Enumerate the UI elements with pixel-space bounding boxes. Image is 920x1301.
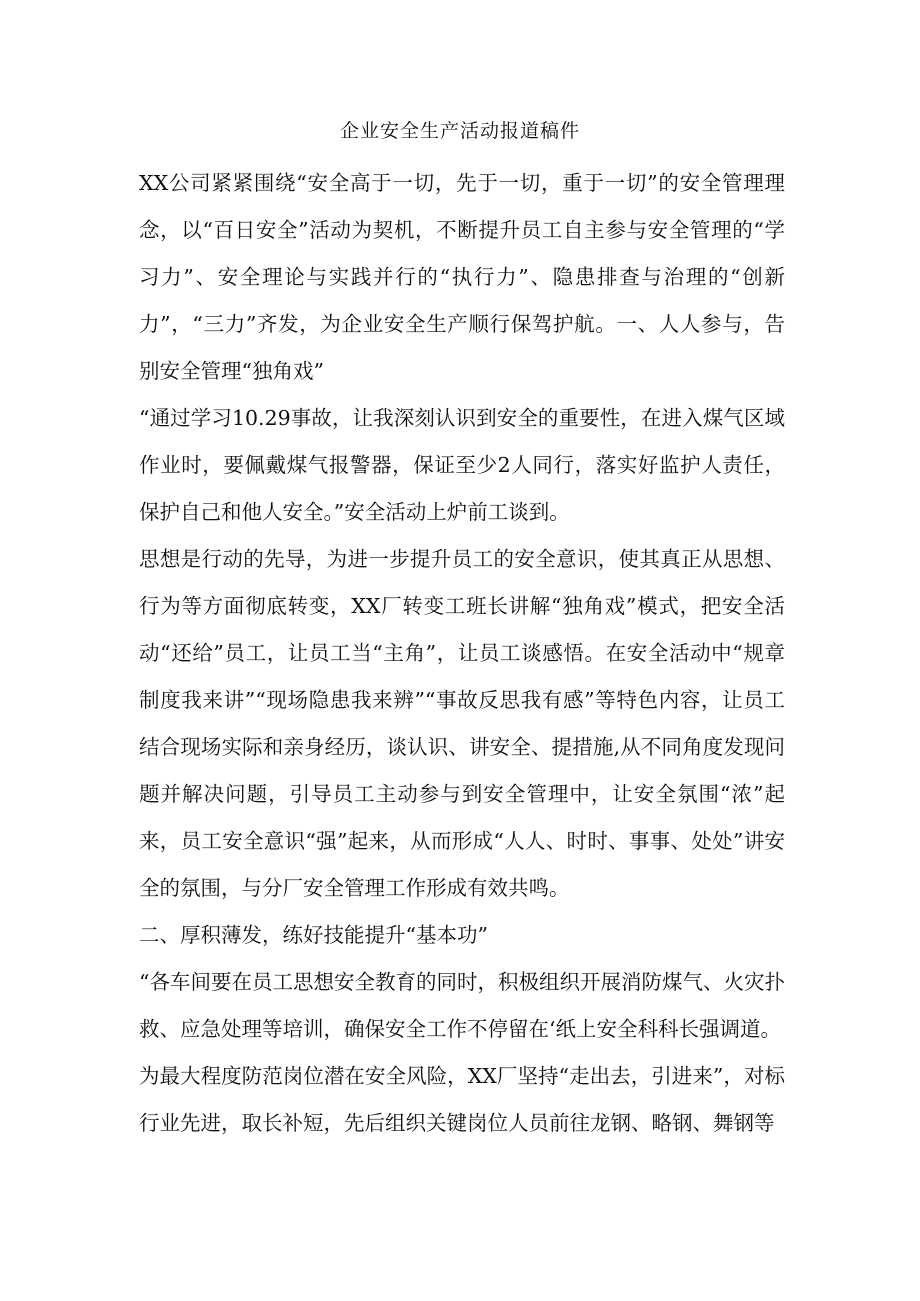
paragraph-mindset: 思想是行动的先导，为进一步提升员工的安全意识，使其真正从思想、行为等方面彻底转变，XX厂转变工班长讲解“独角戏”模式，把安全活动“还给”员工，让员工当“主角”，让员工谈感悟。在安全活动中“规章制度我来讲”“现场隐患我来辨”“事故反思我有感”等特色内容，让员工结合现场实际和亲身经历，谈认识、讲安全、提措施,从不同角度发现问题并解决问题，引导员工主动参与到安全管理中，让安全氛围“浓”起来，员工安全意识“强”起来，从而形成“人人、时时、事事、处处”讲安全的氛围，与分厂安全管理工作形成有效共鸣。 <box>139 547 785 900</box>
document-body <box>139 160 785 1147</box>
document-title: 企业安全生产活动报道稿件 <box>339 120 580 142</box>
paragraph-intro: XX公司紧紧围绕“安全高于一切，先于一切，重于一切”的安全管理理念，以“百日安全”活动为契机，不断提升员工自主参与安全管理的“学习力”、安全理论与实践并行的“执行力”、隐患排查与治理的“创新力”，“三力”齐发，为企业安全生产顺行保驾护航。一、人人参与，告别安全管理“独角戏” <box>139 171 785 383</box>
section-heading-two: 二、厚积薄发，练好技能提升“基本功” <box>139 923 488 947</box>
paragraph-quote-worker: “通过学习10.29事故，让我深刻认识到安全的重要性，在进入煤气区域作业时，要佩戴煤气报警器，保证至少2人同行，落实好监护人责任，保护自己和他人安全。”安全活动上炉前工谈到。 <box>139 406 785 524</box>
paragraph-benchmark: 为最大程度防范岗位潜在安全风险，XX厂坚持“走出去，引进来”，对标行业先进，取长补短，先后组织关键岗位人员前往龙钢、略钢、舞钢等 <box>139 1064 785 1135</box>
paragraph-quote-training: “各车间要在员工思想安全教育的同时，积极组织开展消防煤气、火灾扑救、应急处理等培训，确保安全工作不停留在‘纸上安全科科长强调道。 <box>139 970 785 1041</box>
